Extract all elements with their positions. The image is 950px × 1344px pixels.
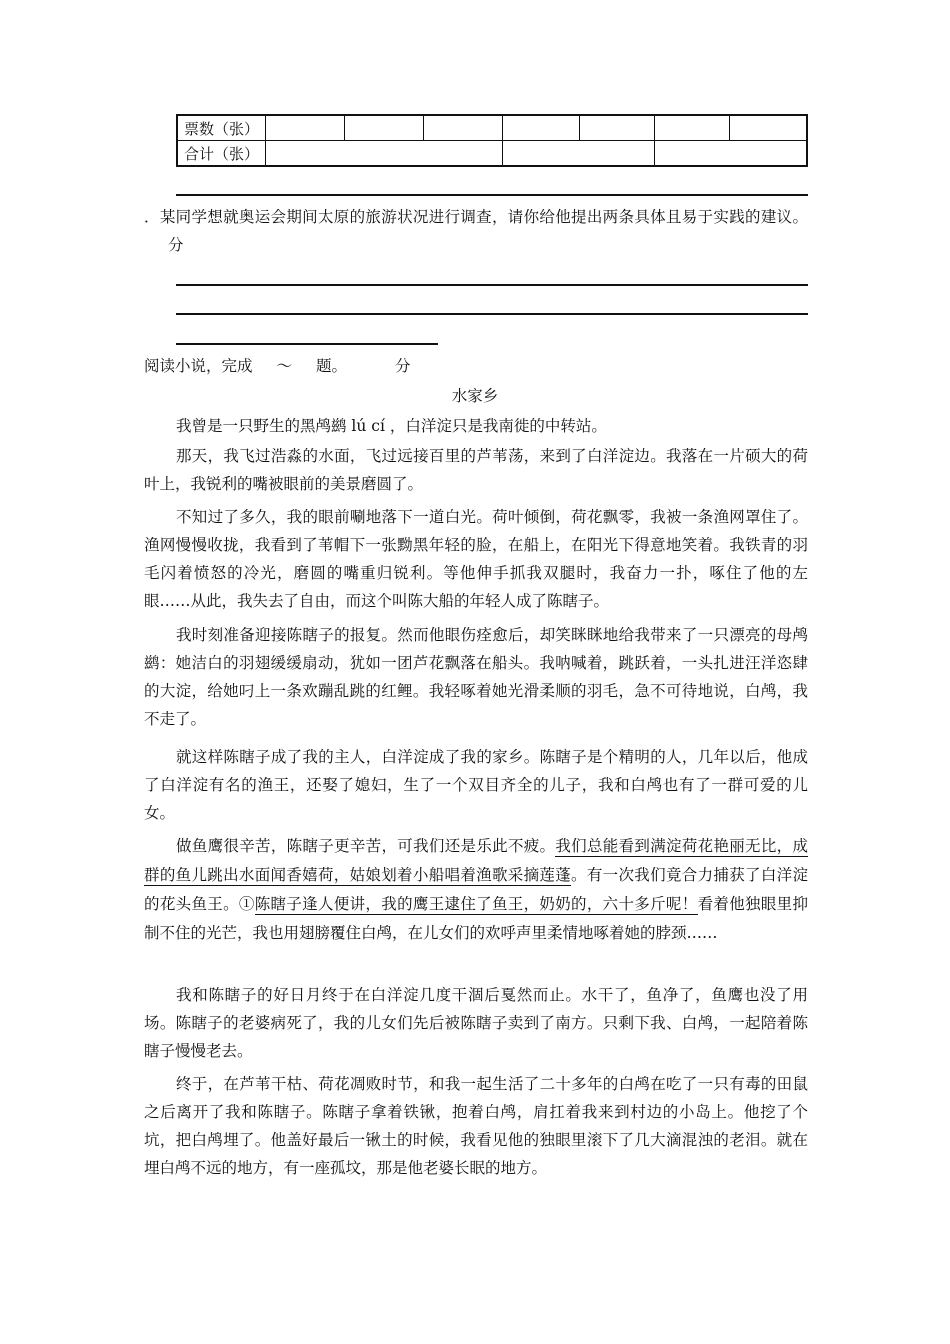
story-paragraph-7: 我和陈瞎子的好日月终于在白洋淀几度干涸后戛然而止。水干了，鱼净了，鱼鹰也没了用场。陈瞎子的老婆病死了，我的儿女们先后被陈瞎子卖到了南方。只剩下我、白鸬，一起陪着陈瞎子慢慢老去。 — [144, 986, 808, 1060]
answer-line[interactable] — [176, 284, 808, 286]
table-cell[interactable] — [730, 115, 808, 141]
story-paragraph-2: 那天，我飞过浩淼的水面，飞过远接百里的芦苇荡，来到了白洋淀边。我落在一片硕大的荷叶上，我锐利的嘴被眼前的美景磨圆了。 — [144, 447, 808, 493]
paragraph-text: 看着他独眼里抑制不住的光芒，我也用翅膀覆住白鸬，在儿女们的欢呼声里柔情地啄着她的脖颈…… — [144, 895, 808, 942]
intro-score: 分 — [395, 357, 411, 375]
row-label: 票数（张） — [177, 115, 266, 141]
table-cell[interactable] — [655, 141, 808, 167]
table-cell[interactable] — [424, 115, 503, 141]
table-row — [177, 115, 807, 141]
story-paragraph-4: 我时刻准备迎接陈瞎子的报复。然而他眼伤痊愈后，却笑眯眯地给我带来了一只漂亮的母鸬鹚：她洁白的羽翅缓缓扇动，犹如一团芦花飘落在船头。我呐喊着，跳跃着，一头扎进汪洋恣肆的大淀，给她叼上一条欢蹦乱跳的红鲤。我轻啄着她光滑柔顺的羽毛，急不可待地说，白鸬，我不走了。 — [144, 626, 808, 728]
intro-range: ～ — [276, 357, 293, 375]
question-suggestion — [144, 203, 808, 259]
underlined-quote: 陈瞎子逢人便讲，我的鹰王逮住了鱼王，奶奶的，六十多斤呢！ — [254, 895, 698, 913]
table-cell[interactable] — [580, 115, 655, 141]
question-score: 分 — [168, 236, 184, 254]
table-row — [177, 141, 807, 167]
table-cell[interactable] — [266, 115, 345, 141]
intro-text: 阅读小说，完成 — [144, 357, 253, 375]
question-text: ．某同学想就奥运会期间太原的旅游状况进行调查，请你给他提出两条具体且易于实践的建议。 — [144, 208, 808, 226]
table-cell[interactable] — [345, 115, 424, 141]
story-paragraph-1: 我曾是一只野生的黑鸬鹚 lú cí ，白洋淀只是我南徙的中转站。 — [176, 417, 607, 435]
story-paragraph-6 — [144, 832, 808, 948]
table-cell[interactable] — [503, 141, 655, 167]
table-cell[interactable] — [266, 141, 503, 167]
reading-intro — [144, 352, 808, 380]
story-paragraph-5: 就这样陈瞎子成了我的主人，白洋淀成了我的家乡。陈瞎子是个精明的人，几年以后，他成了白洋淀有名的渔王，还娶了媳妇，生了一个双目齐全的儿子，我和白鸬也有了一群可爱的儿女。 — [144, 748, 808, 822]
table-cell[interactable] — [503, 115, 580, 141]
paragraph-text: 做鱼鹰很辛苦，陈瞎子更辛苦，可我们还是乐此不疲。 — [176, 837, 556, 855]
row-label: 合计（张） — [177, 141, 266, 167]
table-cell[interactable] — [655, 115, 730, 141]
story-paragraph-3: 不知过了多久，我的眼前唰地落下一道白光。荷叶倾倒，荷花飘零，我被一条渔网罩住了。渔网慢慢收拢，我看到了苇帽下一张黝黑年轻的脸，在船上，在阳光下得意地笑着。我铁青的羽毛闪着愤怒的冷光，磨圆的嘴重归锐利。等他伸手抓我双腿时，我奋力一扑，啄住了他的左眼……从此，我失去了自由，而这个叫陈大船的年轻人成了陈瞎子。 — [144, 508, 808, 610]
story-paragraph-8: 终于，在芦苇干枯、荷花凋败时节，和我一起生活了二十多年的白鸬在吃了一只有毒的田鼠之后离开了我和陈瞎子。陈瞎子拿着铁锹，抱着白鸬，肩扛着我来到村边的小岛上。他挖了个坑，把白鸬埋了。他盖好最后一锹土的时候，我看见他的独眼里滚下了几大滴混浊的老泪。就在埋白鸬不远的地方，有一座孤坟，那是他老婆长眠的地方。 — [144, 1075, 808, 1177]
intro-text-end: 题。 — [316, 357, 348, 375]
answer-line[interactable] — [176, 313, 808, 315]
answer-line[interactable] — [176, 194, 808, 196]
ticket-table — [176, 114, 808, 167]
answer-line[interactable] — [176, 343, 438, 345]
paragraph-text: 。有一次我们竟合力捕获了白洋淀的花头鱼王。① — [144, 866, 808, 913]
underlined-sentence: 我们总能看到满淀荷花艳丽无比，成群的鱼儿跳出水面闻香嬉荷，姑娘划着小船唱着渔歌采摘莲蓬 — [144, 837, 808, 884]
story-title: 水家乡 — [451, 387, 499, 405]
